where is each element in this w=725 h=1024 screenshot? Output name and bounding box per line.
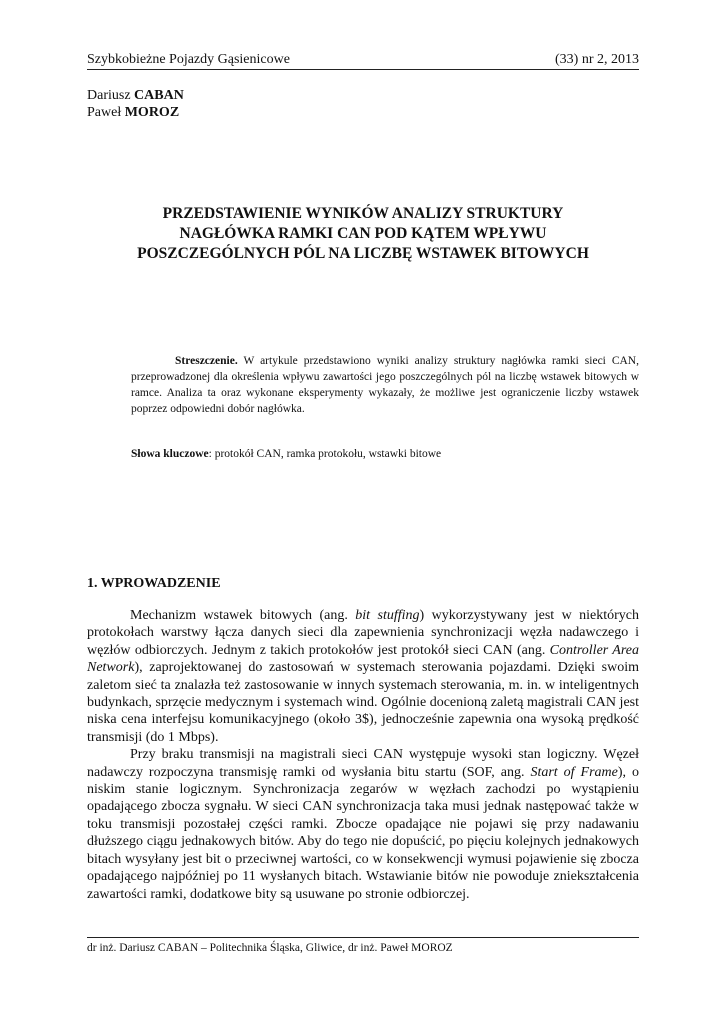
running-header <box>87 52 639 70</box>
section-body <box>87 607 639 903</box>
paper-page <box>87 0 639 1024</box>
keywords-label: Słowa kluczowe <box>131 448 209 460</box>
abstract-text: W artykule przedstawiono wyniki analizy struktury nagłówka ramki sieci CAN, przeprowadzonej dla określenia wpływu zawartości jego poszczególnych pól na liczbę wstawek bitowych w ramce. Analiza ta oraz wykonane eksperymenty wykazały, że możliwe jest ograniczenie liczby wstawek poprzez odpowiedni dobór nagłówka. <box>131 355 639 415</box>
footnote: dr inż. Dariusz CABAN – Politechnika Śląska, Gliwice, dr inż. Paweł MOROZ <box>87 937 639 955</box>
paragraph: Przy braku transmisji na magistrali sieci CAN występuje wysoki stan logiczny. Węzeł nadawczy rozpoczyna transmisję ramki od wysłania bitu startu (SOF, ang. Start of Frame), o niskim stanie logicznym. Synchronizacja zegarów w węzłach zachodzi po wystąpieniu opadającego zbocza sygnału. W sieci CAN synchronizacja taka musi jednak następować także w toku transmisji pozostałej części ramki. Zbocze opadające nie pojawi się przy nadawaniu dłuższego ciągu jednakowych bitów. Aby do tego nie dopuścić, po pięciu kolejnych jednakowych bitach wysyłany jest bit o przeciwnej wartości, co w konsekwencji wymusi pojawienie się zbocza opadającego najpóźniej po 11 wysłanych bitach. Wstawianie bitów nie powoduje zniekształcenia zawartości ramki, dodatkowe bity są usuwane po stronie odbiorczej. <box>87 747 639 902</box>
issue-number: (33) nr 2, 2013 <box>555 52 639 67</box>
section-heading: 1. WPROWADZENIE <box>87 576 221 591</box>
journal-name: Szybkobieżne Pojazdy Gąsienicowe <box>87 52 290 67</box>
keywords <box>131 446 639 462</box>
abstract-label: Streszczenie. <box>175 355 238 367</box>
paper-title: PRZEDSTAWIENIE WYNIKÓW ANALIZY STRUKTURY NAGŁÓWKA RAMKI CAN POD KĄTEM WPŁYWU POSZCZEGÓLNYCH PÓL NA LICZBĘ WSTAWEK BITOWYCH <box>137 205 589 262</box>
author-list <box>87 87 184 121</box>
author: Paweł MOROZ <box>87 105 180 120</box>
abstract <box>131 353 639 417</box>
keywords-text: : protokół CAN, ramka protokołu, wstawki bitowe <box>208 448 442 460</box>
paragraph: Mechanizm wstawek bitowych (ang. bit stuffing) wykorzystywany jest w niektórych protokołach warstwy łącza danych sieci dla zapewnienia synchronizacji węzła nadawczego i węzłów odbiorczych. Jednym z takich protokołów jest protokół sieci CAN (ang. Controller Area Network), zaprojektowanej do zastosowań w systemach sterowania pojazdami. Dzięki swoim zaletom sieć ta znalazła też zastosowanie w innych systemach sterowania, m. in. w inteligentnych budynkach, sprzęcie medycznym i systemach wind. Ogólnie docenioną zaletą magistrali CAN jest niska cena interfejsu komunikacyjnego (około 3$), jednocześnie zapewnia ona wysoką prędkość transmisji (do 1 Mbps). <box>87 608 639 745</box>
author: Dariusz CABAN <box>87 88 184 103</box>
